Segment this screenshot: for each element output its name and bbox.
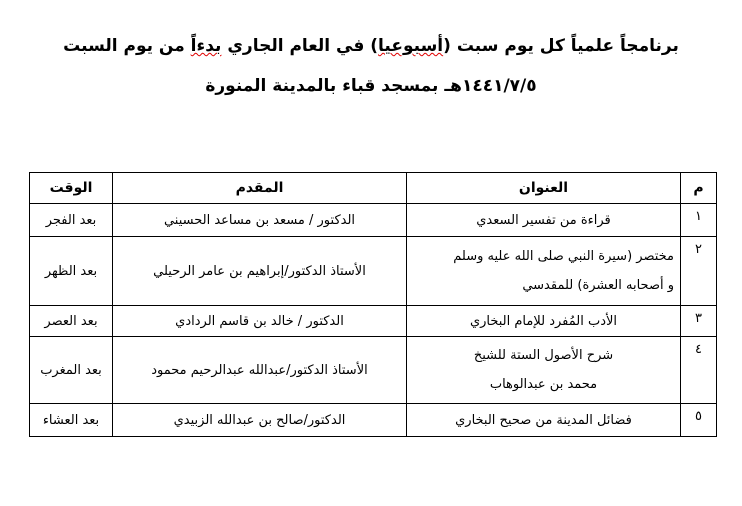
- row-time: بعد الظهر: [30, 237, 113, 306]
- row-title: [407, 337, 681, 404]
- document-title-line1: [0, 36, 742, 56]
- row-num: ٢: [681, 237, 717, 306]
- row-time: بعد الفجر: [30, 204, 113, 237]
- table-row: [30, 237, 717, 306]
- row-num: ١: [681, 204, 717, 237]
- table-header-row: [30, 173, 717, 204]
- document-title-line2: ١٤٤١/٧/٥هـ بمسجد قباء بالمدينة المنورة: [205, 76, 537, 96]
- row-presenter: الأستاذ الدكتور/إبراهيم بن عامر الرحيلي: [113, 237, 407, 306]
- row-title: [407, 306, 681, 337]
- table-row: [30, 404, 717, 437]
- column-header-title: العنوان: [407, 173, 681, 204]
- row-title-line: و أصحابه العشرة) للمقدسي: [522, 278, 674, 293]
- table-row: [30, 204, 717, 237]
- title-text-part2: ) في العام الجاري: [221, 36, 379, 56]
- row-presenter: الدكتور / خالد بن قاسم الردادي: [113, 306, 407, 337]
- row-title-line: قراءة من تفسير السعدي: [476, 212, 611, 228]
- row-title-line: محمد بن عبدالوهاب: [489, 377, 598, 392]
- row-presenter: الدكتور / مسعد بن مساعد الحسيني: [113, 204, 407, 237]
- row-time: بعد العشاء: [30, 404, 113, 437]
- row-presenter: الأستاذ الدكتور/عبدالله عبدالرحيم محمود: [113, 337, 407, 404]
- row-title-line: شرح الأصول الستة للشيخ: [473, 348, 614, 363]
- row-time: بعد العصر: [30, 306, 113, 337]
- schedule-table: [29, 172, 717, 437]
- row-time: بعد المغرب: [30, 337, 113, 404]
- row-presenter: الدكتور/صالح بن عبدالله الزبيدي: [113, 404, 407, 437]
- row-title-line: فضائل المدينة من صحيح البخاري: [455, 412, 632, 428]
- title-spellcheck-word: أسبوعيا: [378, 36, 444, 56]
- row-title: [407, 404, 681, 437]
- title-text-part1: برنامجاً علمياً كل يوم سبت (: [443, 36, 679, 56]
- row-title: [407, 237, 681, 306]
- row-title: [407, 204, 681, 237]
- row-num: ٤: [681, 337, 717, 404]
- row-title-line: مختصر (سيرة النبي صلى الله عليه وسلم: [453, 249, 674, 264]
- row-num: ٥: [681, 404, 717, 437]
- table-row: [30, 337, 717, 404]
- row-title-line: الأدب المُفرد للإمام البخاري: [469, 313, 618, 329]
- column-header-num: م: [681, 173, 717, 204]
- column-header-presenter: المقدم: [113, 173, 407, 204]
- column-header-time: الوقت: [30, 173, 113, 204]
- title-spellcheck-word-2: بدءاً: [190, 36, 222, 56]
- table-row: [30, 306, 717, 337]
- title-text-part3: من يوم السبت: [63, 36, 191, 56]
- row-num: ٣: [681, 306, 717, 337]
